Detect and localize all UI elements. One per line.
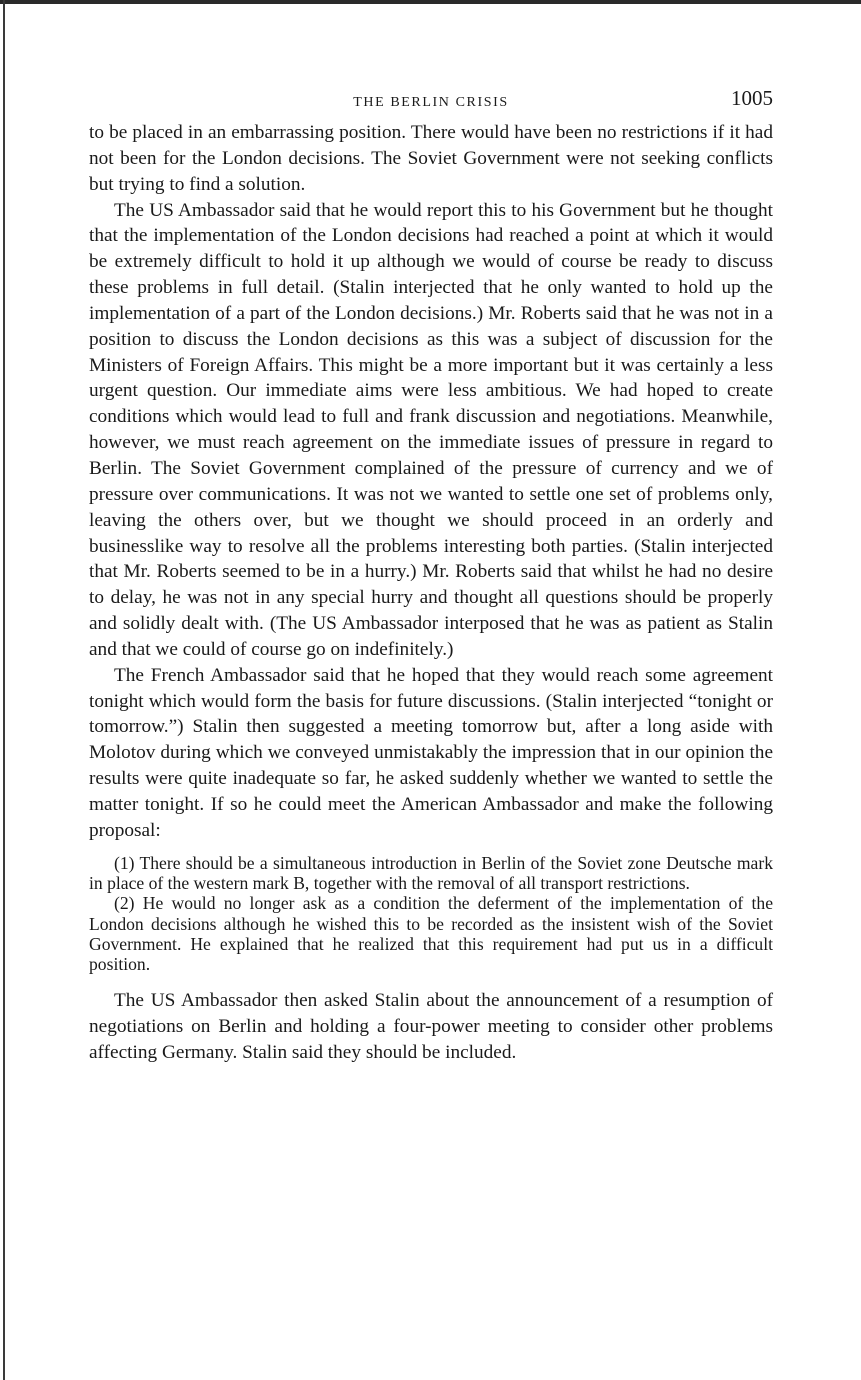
page-body [89, 120, 773, 1066]
document-page [89, 86, 773, 1066]
proposal-list [89, 853, 773, 975]
page-number: 1005 [731, 86, 773, 110]
paragraph-us-ambassador: The US Ambassador said that he would report this to his Government but he thought that the implementation of the London decisions had reached a point at which it would be extremely difficult to hold it up although we would of course be ready to discuss these problems in full detail. (Stalin interjected that he only wanted to hold up the implementation of a part of the London decisions.) Mr. Roberts said that he was not in a position to discuss the London decisions as this was a subject of discussion for the Ministers of Foreign Affairs. This might be a more important but it was certainly a less urgent question. Our immediate aims were less ambitious. We had hoped to create conditions which would lead to full and frank discussion and negotiations. Meanwhile, however, we must reach agreement on the immediate issues of pressure in regard to Berlin. The Soviet Government complained of the pressure of currency and we of pressure over communications. It was not we wanted to settle one set of problems only, leaving the others over, but we thought we should proceed in an orderly and businesslike way to resolve all the problems interesting both parties. (Stalin interjected that Mr. Roberts seemed to be in a hurry.) Mr. Roberts said that whilst he had no desire to delay, he was not in any special hurry and thought all questions should be properly and solidly dealt with. (The US Ambassador interposed that he was as patient as Stalin and that we could of course go on indefinitely.) [89, 199, 773, 660]
page-top-edge [0, 0, 861, 4]
page-left-edge [3, 0, 5, 1380]
paragraph-french-ambassador: The French Ambassador said that he hoped that they would reach some agreement tonight which would form the basis for future discussions. (Stalin interjected “tonight or tomorrow.”) Stalin then suggested a meeting tomorrow but, after a long aside with Molotov during which we conveyed unmistakably the impression that in our opinion the results were quite inadequate so far, he asked suddenly whether we wanted to settle the matter tonight. If so he could meet the American Ambassador and make the following proposal: [89, 664, 773, 841]
page-header [89, 86, 773, 120]
proposal-item-2: (2) He would no longer ask as a condition the deferment of the implementation of the London decisions although he wished this to be recorded as the insistent wish of the Soviet Government. He explained that he realized that this requirement had put us in a difficult position. [89, 893, 773, 975]
running-title: THE BERLIN CRISIS [353, 95, 509, 110]
paragraph-continuation: to be placed in an embarrassing position. There would have been no restrictions if it had not been for the London decisions. The Soviet Government were not seeking conflicts but trying to find a solution. [89, 122, 773, 195]
paragraph-closing: The US Ambassador then asked Stalin about the announcement of a resumption of negotiations on Berlin and holding a four-power meeting to consider other problems affecting Germany. Stalin said they should be included. [89, 990, 773, 1064]
proposal-item-1: (1) There should be a simultaneous introduction in Berlin of the Soviet zone Deutsche mark in place of the western mark B, together with the removal of all transport restrictions. [89, 852, 773, 893]
